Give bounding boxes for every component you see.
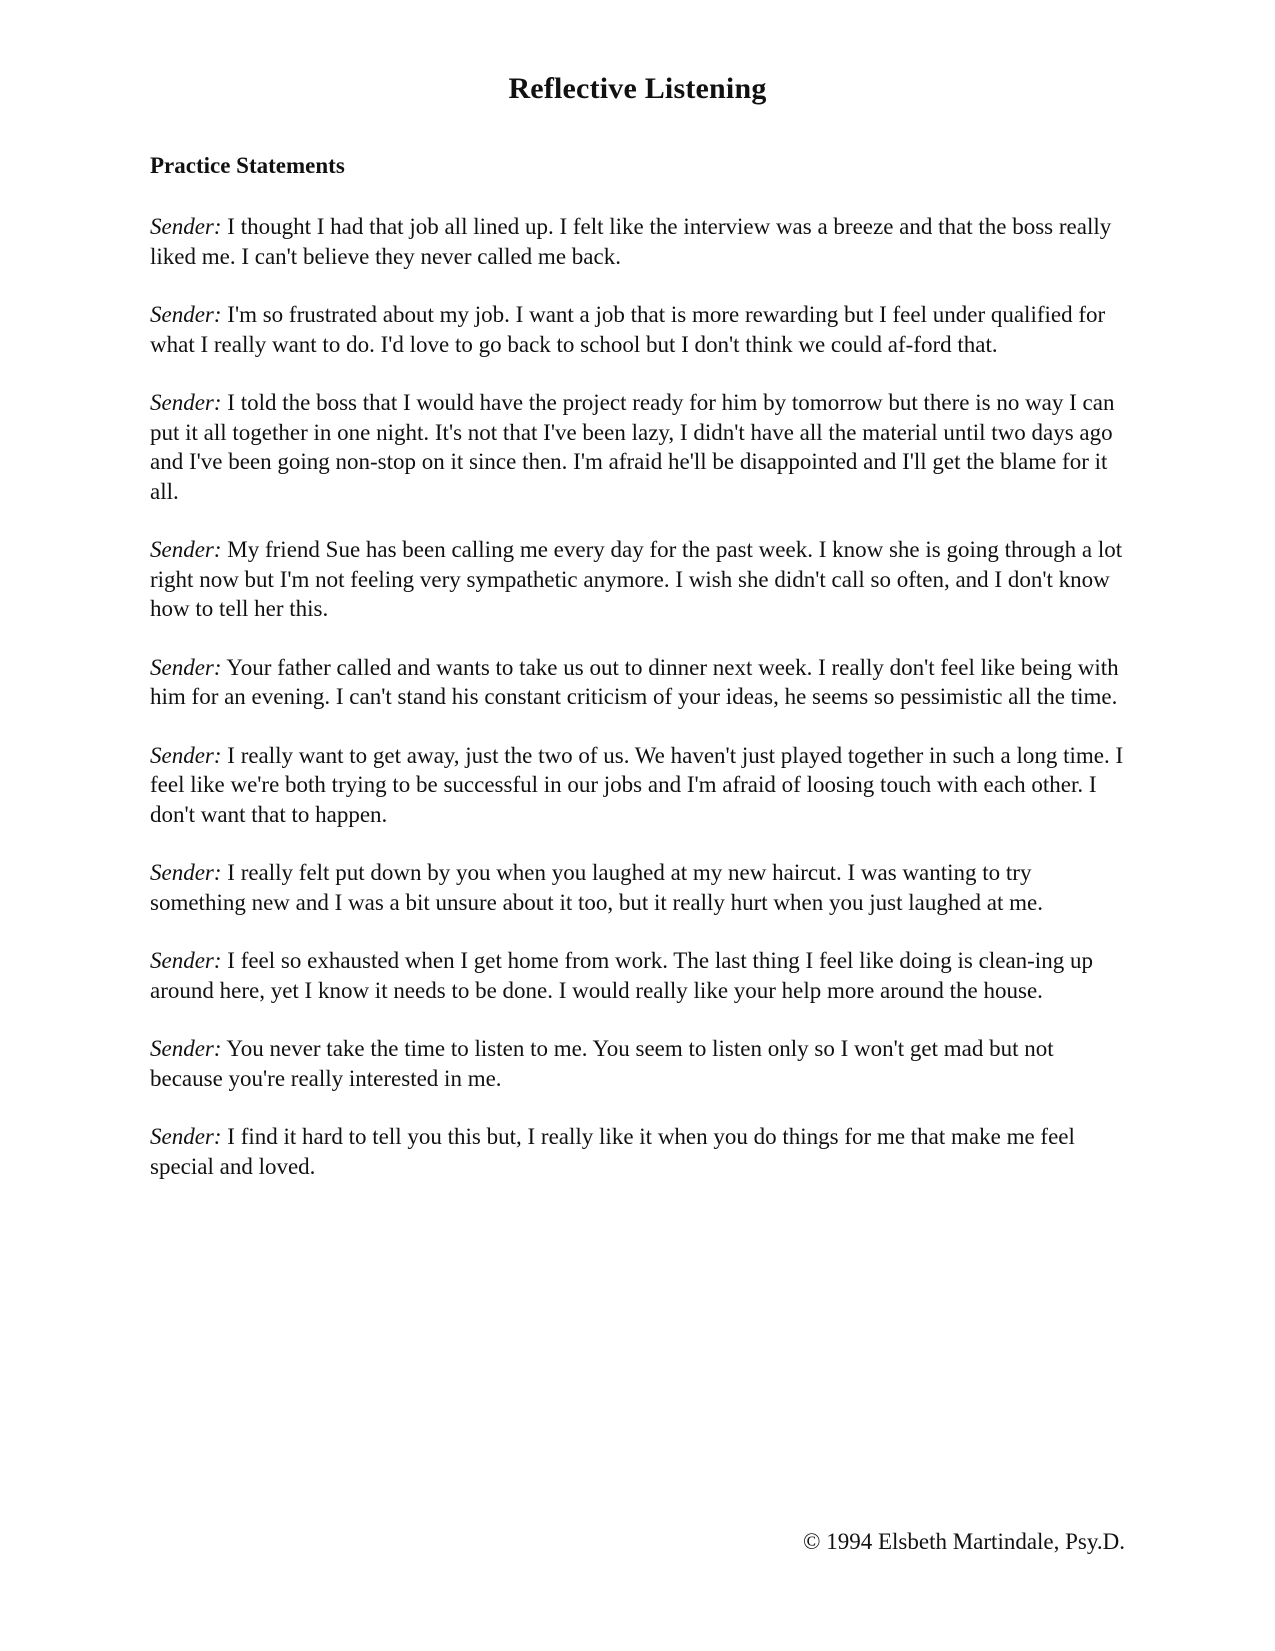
practice-statement-2 (150, 300, 1130, 359)
speaker-label: Sender: (150, 860, 222, 885)
practice-statement-3 (150, 388, 1130, 506)
copyright-footer: © 1994 Elsbeth Martindale, Psy.D. (803, 1529, 1125, 1554)
speaker-label: Sender: (150, 214, 222, 239)
statement-text: You never take the time to listen to me. You seem to listen only so I won't get mad but not because you're really interested in me. (150, 1036, 1054, 1091)
speaker-label: Sender: (150, 742, 222, 768)
practice-statement-9 (150, 1034, 1130, 1093)
practice-statement-4 (150, 535, 1130, 624)
practice-statement-1 (150, 212, 1130, 271)
statement-text: I feel so exhausted when I get home from work. The last thing I feel like doing is clean-ing up around here, yet I know it needs to be done. I would really like your help more around the house. (150, 948, 1093, 1003)
statement-text: Your father called and wants to take us out to dinner next week. I really don't feel like being with him for an evening. I can't stand his constant criticism of your ideas, he seems so pessimistic all the time. (150, 654, 1119, 709)
page-title: Reflective Listening (508, 72, 767, 105)
speaker-label: Sender: (150, 302, 222, 327)
speaker-label: Sender: (150, 948, 222, 973)
practice-statement-6 (150, 741, 1130, 830)
statement-text: I thought I had that job all lined up. I felt like the interview was a breeze and that the boss really liked me. I can't believe they never called me back. (150, 214, 1112, 269)
practice-statement-8 (150, 946, 1130, 1005)
statement-text: I really want to get away, just the two of us. We haven't just played together in such a long time. I feel like we're both trying to be successful in our jobs and I'm afraid of loosing touch with each other. I don't want that to happen. (150, 742, 1124, 827)
statement-text: I'm so frustrated about my job. I want a job that is more rewarding but I feel under qualified for what I really want to do. I'd love to go back to school but I don't think we could af-ford that. (150, 302, 1106, 357)
statement-text: My friend Sue has been calling me every day for the past week. I know she is going through a lot right now but I'm not feeling very sympathetic anymore. I wish she didn't call so often, and I don't know how to tell her this. (150, 537, 1123, 621)
practice-statement-5 (150, 653, 1130, 712)
speaker-label: Sender: (150, 390, 222, 415)
statement-text: I really felt put down by you when you laughed at my new haircut. I was wanting to try something new and I was a bit unsure about it too, but it really hurt when you just laughed at me. (150, 860, 1043, 915)
section-heading: Practice Statements (150, 153, 345, 178)
statement-text: I find it hard to tell you this but, I really like it when you do things for me that make me feel special and loved. (150, 1124, 1075, 1179)
statement-text: I told the boss that I would have the project ready for him by tomorrow but there is no way I can put it all together in one night. It's not that I've been lazy, I didn't have all the material until two days ago and I've been going non-stop on it since then. I'm afraid he'll be disappointed and I'll get the blame for it all. (150, 390, 1115, 504)
speaker-label: Sender: (150, 537, 222, 562)
practice-statement-7 (150, 858, 1130, 917)
document-body (150, 150, 1130, 1210)
practice-statement-10 (150, 1122, 1130, 1181)
speaker-label: Sender: (150, 1036, 222, 1061)
speaker-label: Sender: (150, 1124, 222, 1149)
speaker-label: Sender: (150, 654, 222, 680)
